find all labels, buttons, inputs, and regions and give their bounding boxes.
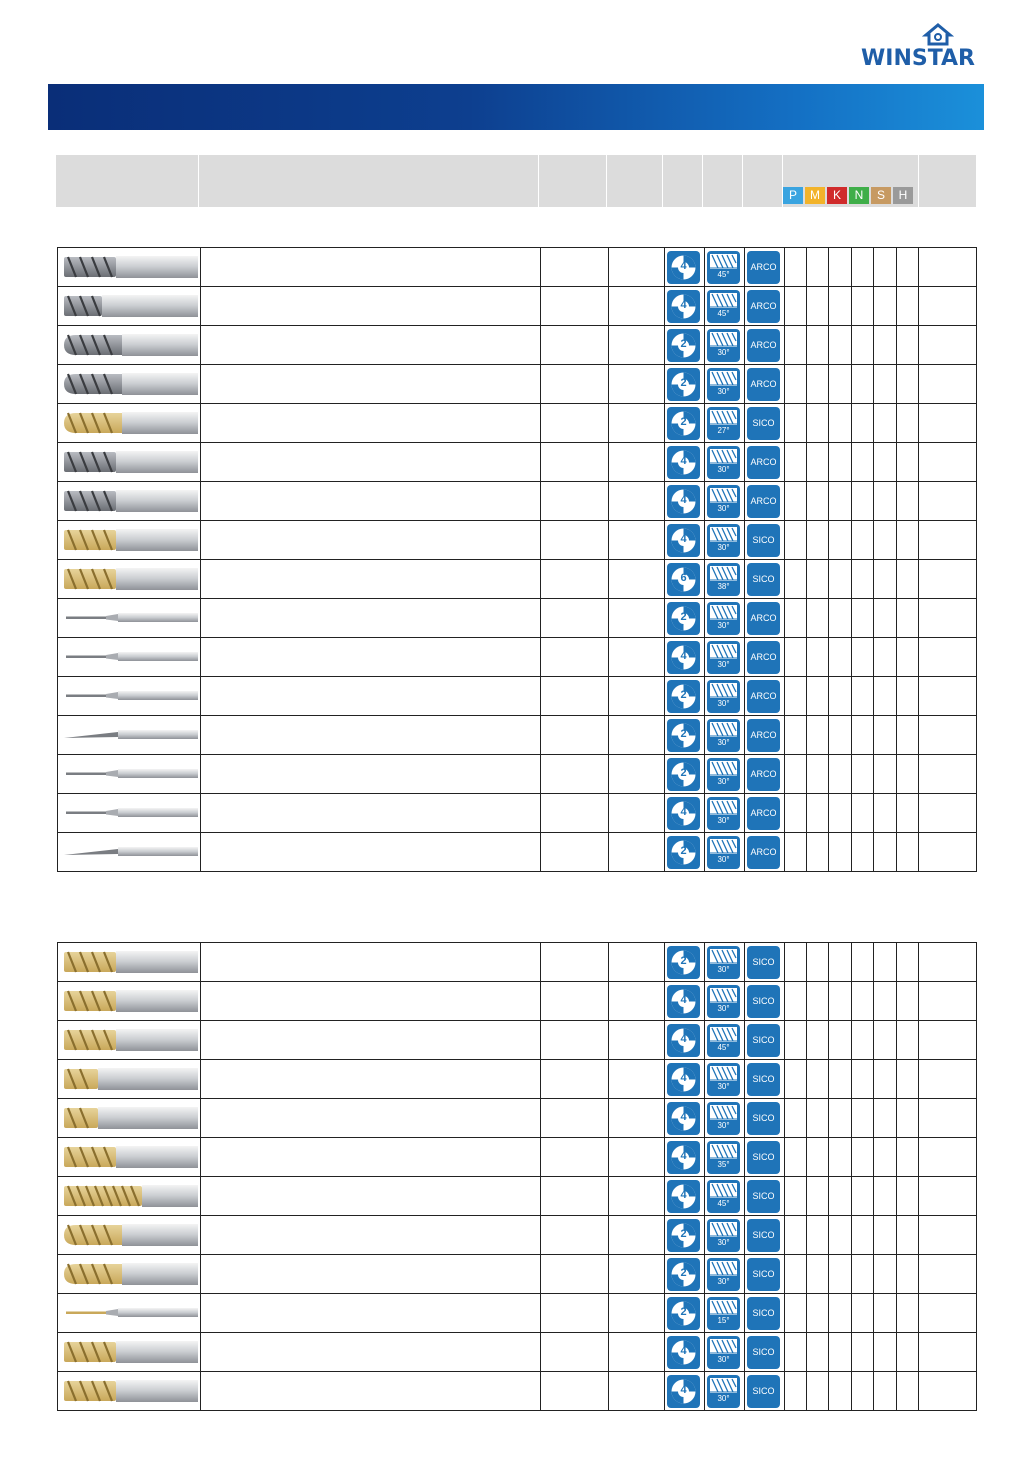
- tool-image-ball-gold: [62, 1259, 200, 1289]
- table-row: [58, 482, 976, 521]
- helix-angle: 30°: [717, 965, 730, 974]
- tool-image-square-gold: [62, 947, 200, 977]
- coating-icon: [747, 407, 780, 440]
- flute-count: 2: [680, 955, 687, 967]
- flute-count: 2: [680, 767, 687, 779]
- coating-label: SICO: [752, 957, 775, 967]
- tool-image-radius-gold: [62, 1376, 200, 1406]
- helix-angle: 15°: [717, 1316, 730, 1325]
- material-badge-n: N: [849, 187, 869, 204]
- table-row: [58, 755, 976, 794]
- flute-count: 2: [680, 845, 687, 857]
- flute-count-icon: [667, 602, 700, 635]
- coating-icon: [747, 797, 780, 830]
- flute-count-icon: [667, 1180, 700, 1213]
- coating-icon: [747, 368, 780, 401]
- helix-angle-icon: [707, 1336, 740, 1369]
- helix-angle: 30°: [717, 660, 730, 669]
- helix-angle-icon: [707, 836, 740, 869]
- material-badge-k: K: [827, 187, 847, 204]
- flute-count-icon: [667, 251, 700, 284]
- flute-count-icon: [667, 797, 700, 830]
- tool-image-ball-dark-long: [62, 369, 200, 399]
- coating-label: SICO: [752, 1191, 775, 1201]
- flute-count: 4: [680, 1150, 687, 1162]
- helix-angle-icon: [707, 1375, 740, 1408]
- flute-count: 4: [680, 1345, 687, 1357]
- helix-angle-icon: [707, 1102, 740, 1135]
- tool-image-micro: [62, 642, 200, 672]
- helix-angle: 30°: [717, 543, 730, 552]
- helix-angle-icon: [707, 1024, 740, 1057]
- coating-label: SICO: [752, 535, 775, 545]
- flute-count: 2: [680, 611, 687, 623]
- product-table-1: [57, 247, 977, 872]
- helix-angle-icon: [707, 1297, 740, 1330]
- helix-angle-icon: [707, 1141, 740, 1174]
- flute-count-icon: [667, 758, 700, 791]
- flute-count-icon: [667, 946, 700, 979]
- tool-image-square-gold: [62, 1142, 200, 1172]
- helix-angle: 30°: [717, 1394, 730, 1403]
- coating-icon: [747, 1375, 780, 1408]
- logo-mark-icon: [850, 22, 986, 48]
- helix-angle: 30°: [717, 777, 730, 786]
- table-row: [58, 794, 976, 833]
- coating-label: ARCO: [750, 340, 777, 350]
- tool-image-taper: [62, 720, 200, 750]
- helix-angle: 30°: [717, 621, 730, 630]
- table-row: [58, 365, 976, 404]
- flute-count-icon: [667, 1063, 700, 1096]
- flute-count-icon: [667, 1219, 700, 1252]
- coating-label: ARCO: [750, 691, 777, 701]
- coating-icon: [747, 251, 780, 284]
- coating-icon: [747, 946, 780, 979]
- helix-angle: 30°: [717, 1238, 730, 1247]
- coating-label: SICO: [752, 1347, 775, 1357]
- flute-count-icon: [667, 290, 700, 323]
- table-row: [58, 716, 976, 755]
- coating-icon: [747, 680, 780, 713]
- material-badge-s: S: [871, 187, 891, 204]
- flute-count: 2: [680, 1267, 687, 1279]
- helix-angle: 45°: [717, 1199, 730, 1208]
- flute-count: 4: [680, 1072, 687, 1084]
- flute-count: 4: [680, 455, 687, 467]
- coating-icon: [747, 1336, 780, 1369]
- coating-label: ARCO: [750, 262, 777, 272]
- coating-label: SICO: [752, 418, 775, 428]
- coating-label: ARCO: [750, 808, 777, 818]
- helix-angle: 27°: [717, 426, 730, 435]
- tool-image-square-gold-short: [62, 1064, 200, 1094]
- tool-image-rough-gold: [62, 1181, 200, 1211]
- coating-label: ARCO: [750, 769, 777, 779]
- table-row: [58, 1177, 976, 1216]
- helix-angle-icon: [707, 485, 740, 518]
- flute-count: 2: [680, 728, 687, 740]
- helix-angle: 30°: [717, 1277, 730, 1286]
- table-row: [58, 677, 976, 716]
- tool-image-micro: [62, 603, 200, 633]
- flute-count: 2: [680, 1306, 687, 1318]
- helix-angle-icon: [707, 290, 740, 323]
- flute-count-icon: [667, 407, 700, 440]
- coating-icon: [747, 1219, 780, 1252]
- tool-image-radius-dark: [62, 447, 200, 477]
- flute-count: 4: [680, 260, 687, 272]
- coating-label: SICO: [752, 996, 775, 1006]
- coating-icon: [747, 641, 780, 674]
- coating-label: ARCO: [750, 496, 777, 506]
- helix-angle-icon: [707, 641, 740, 674]
- flute-count-icon: [667, 836, 700, 869]
- flute-count: 2: [680, 1228, 687, 1240]
- flute-count-icon: [667, 1336, 700, 1369]
- coating-label: ARCO: [750, 847, 777, 857]
- flute-count: 4: [680, 1033, 687, 1045]
- table-row: [58, 560, 976, 599]
- helix-angle-icon: [707, 985, 740, 1018]
- tool-image-square-dark-long: [62, 291, 200, 321]
- winstar-logo: [850, 22, 986, 72]
- coating-label: SICO: [752, 1269, 775, 1279]
- coating-icon: [747, 985, 780, 1018]
- helix-angle-icon: [707, 1219, 740, 1252]
- helix-angle: 30°: [717, 1004, 730, 1013]
- helix-angle: 30°: [717, 1082, 730, 1091]
- flute-count-icon: [667, 1297, 700, 1330]
- coating-icon: [747, 719, 780, 752]
- flute-count: 4: [680, 533, 687, 545]
- coating-label: ARCO: [750, 613, 777, 623]
- table-row: [58, 1060, 976, 1099]
- flute-count: 4: [680, 299, 687, 311]
- helix-angle-icon: [707, 407, 740, 440]
- table-row: [58, 521, 976, 560]
- flute-count-icon: [667, 641, 700, 674]
- helix-angle-icon: [707, 446, 740, 479]
- coating-icon: [747, 836, 780, 869]
- coating-icon: [747, 1258, 780, 1291]
- flute-count: 4: [680, 494, 687, 506]
- tool-image-radius-gold: [62, 1337, 200, 1367]
- coating-label: SICO: [752, 1386, 775, 1396]
- table-row: [58, 1372, 976, 1411]
- helix-angle: 45°: [717, 1043, 730, 1052]
- helix-angle: 30°: [717, 387, 730, 396]
- tool-image-square-gold-dark: [62, 1025, 200, 1055]
- table-row: [58, 248, 976, 287]
- coating-label: SICO: [752, 1152, 775, 1162]
- table-row: [58, 1216, 976, 1255]
- table-row: [58, 1099, 976, 1138]
- material-badge-p: P: [783, 187, 803, 204]
- coating-label: SICO: [752, 1035, 775, 1045]
- flute-count-icon: [667, 1102, 700, 1135]
- table-row: [58, 833, 976, 872]
- tool-image-micro: [62, 759, 200, 789]
- flute-count-icon: [667, 680, 700, 713]
- table-row: [58, 404, 976, 443]
- coating-icon: [747, 563, 780, 596]
- helix-angle-icon: [707, 946, 740, 979]
- tool-image-micro-gold: [62, 1298, 200, 1328]
- coating-label: ARCO: [750, 301, 777, 311]
- tool-image-micro: [62, 798, 200, 828]
- coating-icon: [747, 1063, 780, 1096]
- helix-angle: 30°: [717, 1121, 730, 1130]
- table-row: [58, 287, 976, 326]
- coating-label: SICO: [752, 1230, 775, 1240]
- helix-angle: 30°: [717, 816, 730, 825]
- material-badge-h: H: [893, 187, 913, 204]
- table-row: [58, 1333, 976, 1372]
- coating-icon: [747, 1180, 780, 1213]
- coating-icon: [747, 524, 780, 557]
- helix-angle-icon: [707, 719, 740, 752]
- tool-image-square-gold-6: [62, 564, 200, 594]
- title-banner: [48, 84, 984, 130]
- table-row: [58, 1255, 976, 1294]
- helix-angle-icon: [707, 797, 740, 830]
- helix-angle-icon: [707, 680, 740, 713]
- tool-image-ball-dark: [62, 330, 200, 360]
- coating-icon: [747, 1102, 780, 1135]
- flute-count-icon: [667, 985, 700, 1018]
- helix-angle: 30°: [717, 465, 730, 474]
- coating-icon: [747, 329, 780, 362]
- helix-angle-icon: [707, 602, 740, 635]
- flute-count: 6: [680, 572, 687, 584]
- tool-image-square-gold: [62, 525, 200, 555]
- material-badge-m: M: [805, 187, 825, 204]
- flute-count-icon: [667, 524, 700, 557]
- tool-image-square-gold-short: [62, 1103, 200, 1133]
- helix-angle: 30°: [717, 504, 730, 513]
- flute-count-icon: [667, 368, 700, 401]
- coating-icon: [747, 1024, 780, 1057]
- helix-angle: 38°: [717, 582, 730, 591]
- table-row: [58, 638, 976, 677]
- coating-label: SICO: [752, 1308, 775, 1318]
- coating-label: SICO: [752, 574, 775, 584]
- table-row: [58, 1021, 976, 1060]
- brand-name: WINSTAR: [861, 46, 975, 71]
- coating-icon: [747, 290, 780, 323]
- helix-angle-icon: [707, 1063, 740, 1096]
- flute-count: 2: [680, 338, 687, 350]
- table-row: [58, 599, 976, 638]
- helix-angle-icon: [707, 251, 740, 284]
- flute-count: 4: [680, 1189, 687, 1201]
- helix-angle-icon: [707, 524, 740, 557]
- tool-image-taper: [62, 837, 200, 867]
- coating-label: ARCO: [750, 652, 777, 662]
- flute-count: 2: [680, 689, 687, 701]
- flute-count-icon: [667, 329, 700, 362]
- flute-count-icon: [667, 1258, 700, 1291]
- flute-count-icon: [667, 563, 700, 596]
- tool-image-radius-dark: [62, 486, 200, 516]
- helix-angle: 30°: [717, 348, 730, 357]
- helix-angle: 45°: [717, 309, 730, 318]
- helix-angle-icon: [707, 1180, 740, 1213]
- flute-count: 4: [680, 1384, 687, 1396]
- table-row: [58, 443, 976, 482]
- flute-count-icon: [667, 446, 700, 479]
- flute-count: 4: [680, 1111, 687, 1123]
- flute-count-icon: [667, 1141, 700, 1174]
- tool-image-ball-gold: [62, 1220, 200, 1250]
- coating-icon: [747, 758, 780, 791]
- product-table-2: [57, 942, 977, 1411]
- flute-count: 4: [680, 806, 687, 818]
- coating-label: SICO: [752, 1113, 775, 1123]
- helix-angle-icon: [707, 368, 740, 401]
- flute-count: 2: [680, 416, 687, 428]
- helix-angle-icon: [707, 563, 740, 596]
- helix-angle-icon: [707, 1258, 740, 1291]
- table-row: [58, 326, 976, 365]
- tool-image-square-dark: [62, 252, 200, 282]
- helix-angle: 30°: [717, 738, 730, 747]
- flute-count: 2: [680, 377, 687, 389]
- helix-angle: 30°: [717, 699, 730, 708]
- flute-count: 4: [680, 994, 687, 1006]
- table-row: [58, 1294, 976, 1333]
- helix-angle-icon: [707, 329, 740, 362]
- coating-icon: [747, 1141, 780, 1174]
- flute-count-icon: [667, 1024, 700, 1057]
- coating-label: ARCO: [750, 379, 777, 389]
- coating-icon: [747, 446, 780, 479]
- flute-count-icon: [667, 485, 700, 518]
- table-row: [58, 1138, 976, 1177]
- table-row: [58, 982, 976, 1021]
- coating-icon: [747, 1297, 780, 1330]
- coating-label: ARCO: [750, 730, 777, 740]
- helix-angle: 30°: [717, 1355, 730, 1364]
- flute-count-icon: [667, 719, 700, 752]
- coating-label: ARCO: [750, 457, 777, 467]
- flute-count-icon: [667, 1375, 700, 1408]
- coating-icon: [747, 602, 780, 635]
- helix-angle: 45°: [717, 270, 730, 279]
- coating-icon: [747, 485, 780, 518]
- flute-count: 4: [680, 650, 687, 662]
- helix-angle: 30°: [717, 855, 730, 864]
- tool-image-micro: [62, 681, 200, 711]
- tool-image-square-gold: [62, 986, 200, 1016]
- helix-angle-icon: [707, 758, 740, 791]
- table-row: [58, 943, 976, 982]
- coating-label: SICO: [752, 1074, 775, 1084]
- tool-image-ball-gold: [62, 408, 200, 438]
- helix-angle: 35°: [717, 1160, 730, 1169]
